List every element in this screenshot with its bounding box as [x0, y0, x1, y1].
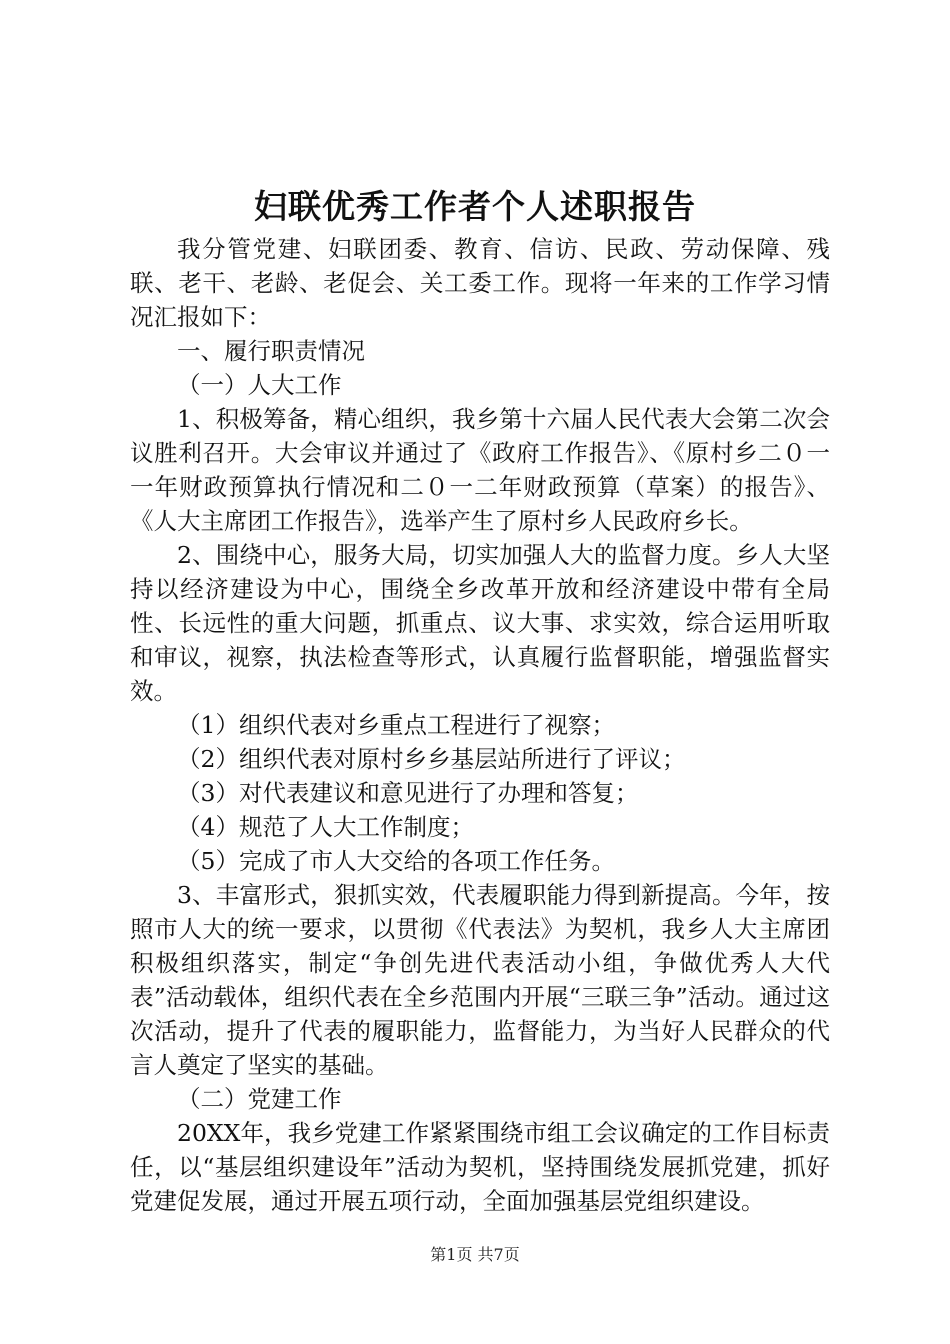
list-item: （5）完成了市人大交给的各项工作任务。 [177, 847, 615, 875]
section-heading-duties: 一、履行职责情况 [177, 337, 365, 365]
document-title: 妇联优秀工作者个人述职报告 [254, 187, 696, 226]
paragraph-npc-2: 2、围绕中心，服务大局，切实加强人大的监督力度。乡人大坚持以经济建设为中心，围绕全乡改革开放和经济建设中带有全局性、长远性的重大问题，抓重点、议大事、求实效，综合运用听取和审议，视察，执法检查等形式，认真履行监督职能，增强监督实效。 [130, 541, 830, 705]
document-body [130, 232, 830, 1218]
list-item: （2）组织代表对原村乡乡基层站所进行了评议； [177, 745, 686, 773]
list-item: （3）对代表建议和意见进行了办理和答复； [177, 779, 639, 807]
page-number: 第1页 共7页 [430, 1245, 520, 1264]
paragraph-npc-1: 1、积极筹备，精心组织，我乡第十六届人民代表大会第二次会议胜利召开。大会审议并通过了《政府工作报告》、《原村乡二０一一年财政预算执行情况和二０一二年财政预算（草案）的报告》、《人大主席团工作报告》，选举产生了原村乡人民政府乡长。 [130, 405, 830, 535]
list-item: （4）规范了人大工作制度； [177, 813, 474, 841]
subsection-heading-npc: （一）人大工作 [177, 371, 342, 399]
paragraph-party: 20XX年，我乡党建工作紧紧围绕市组工会议确定的工作目标责任，以“基层组织建设年”活动为契机，坚持围绕发展抓党建，抓好党建促发展，通过开展五项行动，全面加强基层党组织建设。 [130, 1119, 830, 1215]
list-item: （1）组织代表对乡重点工程进行了视察； [177, 711, 615, 739]
paragraph-intro: 我分管党建、妇联团委、教育、信访、民政、劳动保障、残联、老干、老龄、老促会、关工委工作。现将一年来的工作学习情况汇报如下： [130, 235, 830, 331]
paragraph-npc-3: 3、丰富形式，狠抓实效，代表履职能力得到新提高。今年，按照市人大的统一要求，以贯彻《代表法》为契机，我乡人大主席团积极组织落实，制定“争创先进代表活动小组，争做优秀人大代表”活动载体，组织代表在全乡范围内开展“三联三争”活动。通过这次活动，提升了代表的履职能力，监督能力，为当好人民群众的代言人奠定了坚实的基础。 [130, 881, 830, 1079]
subsection-heading-party: （二）党建工作 [177, 1085, 342, 1113]
